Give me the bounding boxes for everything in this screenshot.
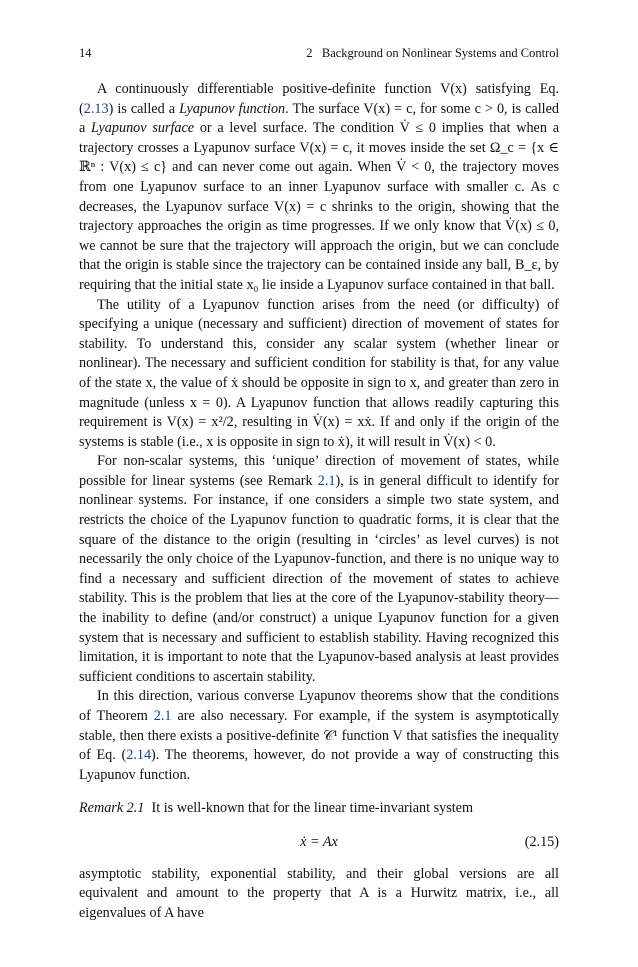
cross-reference-link[interactable]: 2.1 [317, 472, 336, 489]
cross-reference-link[interactable]: 2.13 [83, 100, 109, 117]
remark-text: It is well-known that for the linear time-invariant system [151, 800, 473, 817]
running-header [79, 46, 559, 62]
text-run: are also necessary. For example, if the system is asymptotically stable, then there exists a positive-definite 𝒞¹ function V that satisfies the inequality of Eq. ( [79, 708, 559, 764]
text-run: ). The theorems, however, do not provide a way of constructing this Lyapunov function. [79, 747, 559, 783]
running-title: 2 Background on Nonlinear Systems and Control [306, 46, 559, 60]
paragraph-2 [79, 296, 559, 453]
paragraph-1 [79, 80, 559, 296]
text-run: . The surface V(x) = c, for some c > 0, is called a [79, 100, 560, 137]
text-run: or a level surface. The condition V̇ ≤ 0 implies that when a trajectory crosses a Lyapunov surface V(x) = c, it moves inside the set Ω_c = {x ∈ ℝⁿ : V(x) ≤ c} and can never come out again. When V̇ < 0, the trajectory moves from one Lyapunov surface to an inner Lyapunov surface with smaller c. As c decreases, the Lyapunov surface V(x) = c shrinks to the origin, showing that the trajectory approaches the origin as time progresses. If we only know that V̇(x) ≤ 0, we cannot be sure that the trajectory will approach the origin, but we can conclude that the origin is stable since the trajectory can be contained inside any ball, B_ε, by requiring that the initial state x₀ lie inside a Lyapunov surface contained in that ball. [79, 120, 559, 293]
body-text [79, 80, 559, 923]
page-number: 14 [79, 46, 92, 60]
text-run: A continuously differentiable positive-definite function V(x) satisfying Eq. ( [79, 81, 559, 117]
remark-2-1 [79, 799, 559, 819]
remark-label: Remark 2.1 [79, 800, 145, 817]
equation-number: (2.15) [524, 833, 559, 850]
emphasized-term: Lyapunov surface [91, 120, 195, 137]
text-run: ) is called a [108, 100, 180, 117]
paragraph-after-equation: asymptotic stability, exponential stability, and their global versions are all equivalent and amount to the property that A is a Hurwitz matrix, i.e., all eigenvalues of A have [79, 865, 559, 921]
paragraph-4 [79, 687, 559, 785]
equation-expression: ẋ = Ax [300, 833, 338, 850]
text-run: In this direction, various converse Lyapunov theorems show that the conditions of Theorem [79, 688, 559, 724]
text-run: ), is in general difficult to identify for nonlinear systems. For instance, if one considers a simple two state system, and restricts the choice of the Lyapunov function to quadratic forms, it is clear that the square of the distance to the origin (resulting in ‘circles’ as level curves) is not necessarily the only choice of the Lyapunov-function, and there is no unique way to find a necessary and sufficient direction of the movement of states to achieve stability. This is the problem that lies at the core of the Lyapunov-stability theory—the inability to define (and/or construct) a unique Lyapunov function for a given system that is necessary and sufficient to establish stability. Having recognized this limitation, it is important to note that the Lyapunov-based analysis at least provides sufficient conditions to ascertain stability. [79, 472, 559, 685]
text-run: The utility of a Lyapunov function arises from the need (or difficulty) of specifying a unique (necessary and sufficient) direction of movement of states for stability. To understand this, consider any scalar system (whether linear or nonlinear). The necessary and sufficient condition for stability is that, for any value of the state x, the value of ẋ should be opposite in sign to x, and greater than zero in magnitude (unless x = 0). A Lyapunov function that allows readily capturing this requirement is V(x) = x²/2, resulting in V̇(x) = xẋ. If and only if the origin of the systems is stable (i.e., x is opposite in sign to ẋ), it will result in V̇(x) < 0. [79, 296, 559, 450]
emphasized-term: Lyapunov function [179, 100, 286, 117]
cross-reference-link[interactable]: 2.1 [153, 708, 172, 724]
equation-2-15 [79, 833, 559, 853]
text-run: For non-scalar systems, this ‘unique’ direction of movement of states, while possible for linear systems (see Remark [79, 453, 559, 489]
paragraph-3 [79, 452, 559, 687]
cross-reference-link[interactable]: 2.14 [126, 747, 152, 764]
